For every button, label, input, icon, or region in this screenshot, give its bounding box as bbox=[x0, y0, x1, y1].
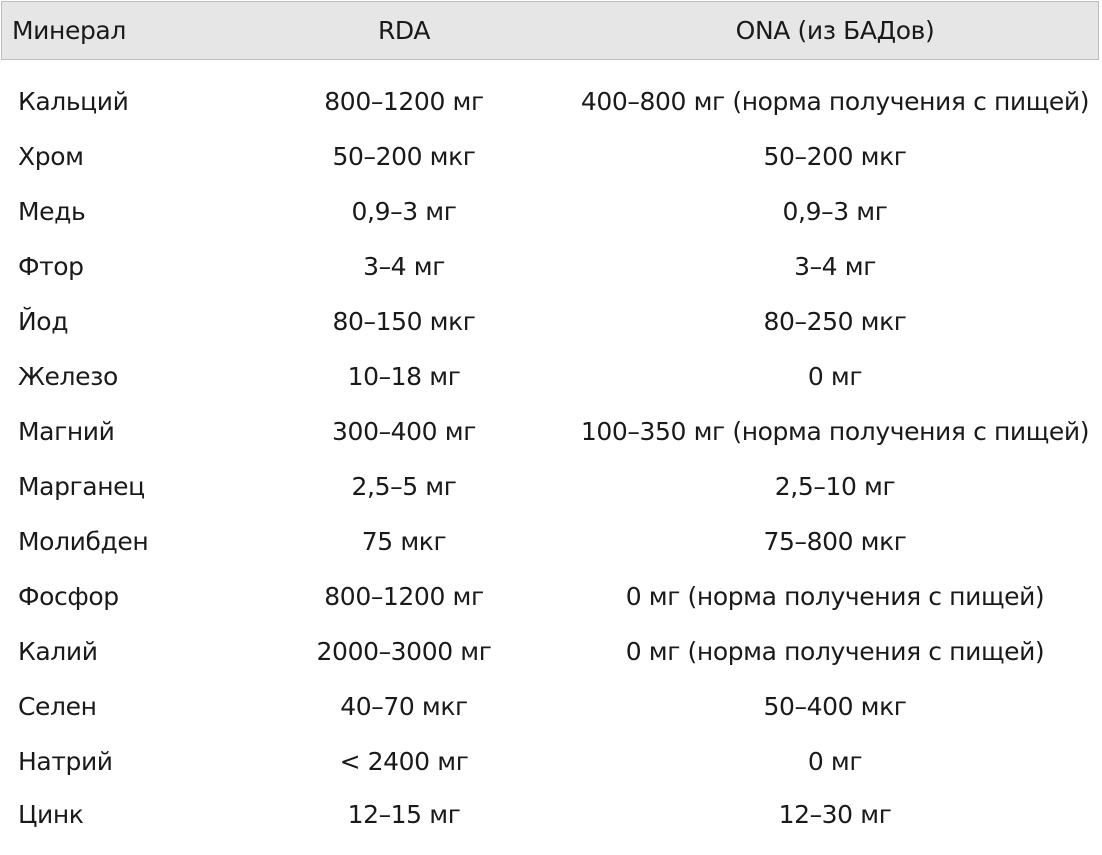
cell-rda: 300–400 мг bbox=[332, 417, 476, 446]
cell-ona: 50–400 мкг bbox=[763, 692, 907, 721]
table-row bbox=[0, 87, 1102, 142]
table-row bbox=[0, 142, 1102, 197]
table-row bbox=[0, 362, 1102, 417]
cell-ona: 3–4 мг bbox=[794, 252, 876, 281]
table-row bbox=[0, 252, 1102, 307]
cell-mineral: Железо bbox=[18, 362, 118, 391]
cell-rda: 80–150 мкг bbox=[332, 307, 476, 336]
cell-ona: 0 мг (норма получения с пищей) bbox=[625, 582, 1045, 611]
cell-mineral: Фтор bbox=[18, 252, 84, 281]
table-row bbox=[0, 197, 1102, 252]
cell-ona: 2,5–10 мг bbox=[774, 472, 896, 501]
cell-ona: 0 мг bbox=[807, 362, 863, 391]
table-row bbox=[0, 527, 1102, 582]
cell-mineral: Калий bbox=[18, 637, 98, 666]
cell-ona: 0,9–3 мг bbox=[782, 197, 888, 226]
table-row bbox=[0, 472, 1102, 527]
table-row bbox=[0, 747, 1102, 802]
cell-rda: 10–18 мг bbox=[347, 362, 461, 391]
cell-mineral: Селен bbox=[18, 692, 97, 721]
cell-ona: 50–200 мкг bbox=[763, 142, 907, 171]
cell-mineral: Хром bbox=[18, 142, 84, 171]
cell-ona: 75–800 мкг bbox=[763, 527, 907, 556]
cell-rda: 40–70 мкг bbox=[340, 692, 468, 721]
cell-rda: 0,9–3 мг bbox=[351, 197, 457, 226]
cell-ona: 12–30 мг bbox=[778, 800, 892, 829]
cell-mineral: Натрий bbox=[18, 747, 113, 776]
cell-mineral: Молибден bbox=[18, 527, 149, 556]
cell-rda: 50–200 мкг bbox=[332, 142, 476, 171]
cell-ona: 100–350 мг (норма получения с пищей) bbox=[580, 417, 1090, 446]
cell-rda: 2000–3000 мг bbox=[316, 637, 492, 666]
cell-rda: 800–1200 мг bbox=[324, 87, 484, 116]
header-mineral: Минерал bbox=[12, 16, 126, 45]
cell-mineral: Фосфор bbox=[18, 582, 119, 611]
table-row bbox=[0, 307, 1102, 362]
table-row bbox=[0, 637, 1102, 692]
table-row bbox=[0, 582, 1102, 637]
cell-mineral: Марганец bbox=[18, 472, 145, 501]
cell-ona: 0 мг (норма получения с пищей) bbox=[625, 637, 1045, 666]
header-ona: ONA (из БАДов) bbox=[735, 16, 935, 45]
cell-rda: 12–15 мг bbox=[347, 800, 461, 829]
table-row bbox=[0, 800, 1102, 855]
cell-rda: 75 мкг bbox=[361, 527, 447, 556]
cell-mineral: Йод bbox=[18, 307, 69, 336]
cell-ona: 400–800 мг (норма получения с пищей) bbox=[580, 87, 1090, 116]
cell-rda: 800–1200 мг bbox=[324, 582, 484, 611]
cell-mineral: Кальций bbox=[18, 87, 129, 116]
cell-mineral: Магний bbox=[18, 417, 115, 446]
cell-mineral: Цинк bbox=[18, 800, 84, 829]
cell-rda: 2,5–5 мг bbox=[351, 472, 457, 501]
table-row bbox=[0, 692, 1102, 747]
cell-ona: 80–250 мкг bbox=[763, 307, 907, 336]
cell-rda: 3–4 мг bbox=[363, 252, 445, 281]
cell-mineral: Медь bbox=[18, 197, 86, 226]
table-row bbox=[0, 417, 1102, 472]
header-rda: RDA bbox=[377, 16, 431, 45]
cell-rda: < 2400 мг bbox=[339, 747, 469, 776]
cell-ona: 0 мг bbox=[807, 747, 863, 776]
